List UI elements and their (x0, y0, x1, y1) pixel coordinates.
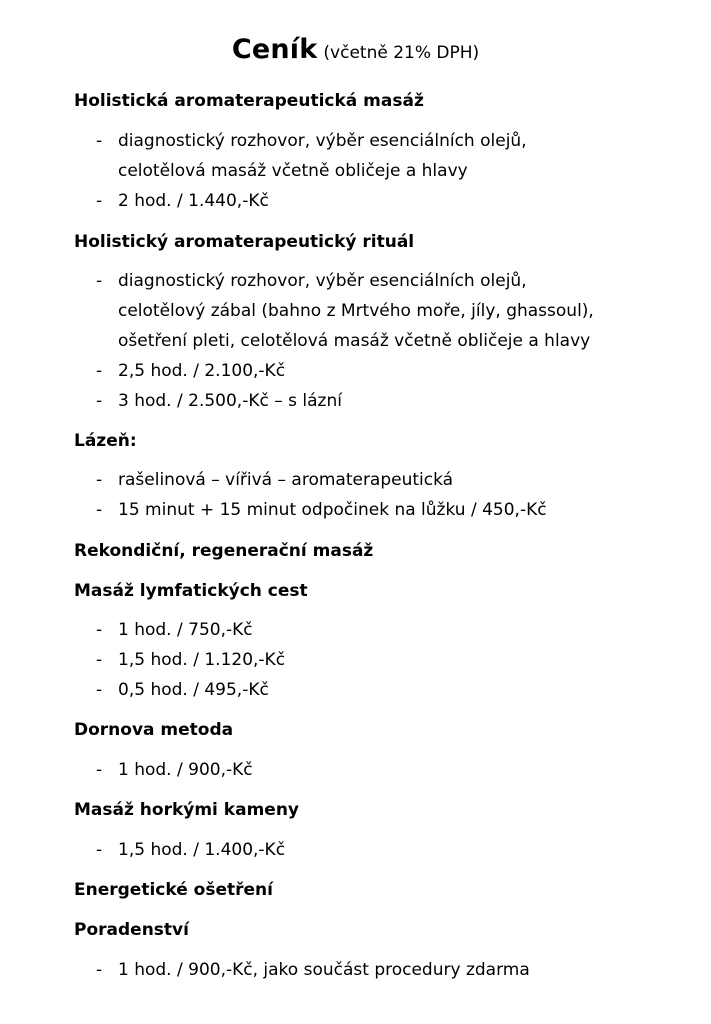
list-item (96, 839, 285, 861)
list-item (96, 469, 453, 491)
list-dash: - (96, 470, 103, 490)
list-dash: - (96, 500, 103, 520)
list-dash: - (96, 391, 103, 411)
list-item-text: 1,5 hod. / 1.120,-Kč (118, 650, 286, 670)
list-item-text: 2,5 hod. / 2.100,-Kč (118, 361, 286, 381)
list-dash: - (96, 620, 103, 640)
list-item (96, 360, 285, 382)
list-item (96, 649, 285, 671)
section-heading: Holistická aromaterapeutická masáž (74, 91, 424, 111)
list-dash: - (96, 960, 103, 980)
list-item (96, 499, 547, 521)
section-heading: Masáž horkými kameny (74, 800, 300, 820)
list-item-continuation: celotělová masáž včetně obličeje a hlavy (118, 161, 468, 181)
page-title (0, 34, 711, 65)
list-dash: - (96, 191, 103, 211)
list-item-text: 0,5 hod. / 495,-Kč (118, 680, 269, 700)
list-item (96, 130, 527, 152)
section-heading: Rekondiční, regenerační masáž (74, 541, 374, 561)
list-dash: - (96, 840, 103, 860)
list-item-text: 1 hod. / 750,-Kč (118, 620, 253, 640)
list-item (96, 679, 269, 701)
list-item-text: 3 hod. / 2.500,-Kč – s lázní (118, 391, 342, 411)
list-dash: - (96, 680, 103, 700)
section-heading: Poradenství (74, 920, 189, 940)
list-item-text: diagnostický rozhovor, výběr esenciálních olejů, (118, 131, 527, 151)
section-heading: Energetické ošetření (74, 880, 273, 900)
list-item (96, 190, 269, 212)
list-item (96, 759, 253, 781)
title-subtitle: (včetně 21% DPH) (323, 43, 480, 63)
list-dash: - (96, 131, 103, 151)
list-dash: - (96, 271, 103, 291)
list-item-text: diagnostický rozhovor, výběr esenciálních olejů, (118, 271, 527, 291)
list-dash: - (96, 361, 103, 381)
list-item-text: 1 hod. / 900,-Kč (118, 760, 253, 780)
list-item-continuation: ošetření pleti, celotělová masáž včetně obličeje a hlavy (118, 331, 591, 351)
list-item-text: rašelinová – vířivá – aromaterapeutická (118, 470, 454, 490)
section-heading: Holistický aromaterapeutický rituál (74, 232, 415, 252)
list-item-text: 1,5 hod. / 1.400,-Kč (118, 840, 286, 860)
list-dash: - (96, 650, 103, 670)
list-item-text: 1 hod. / 900,-Kč, jako součást procedury zdarma (118, 960, 530, 980)
list-item (96, 619, 253, 641)
list-item (96, 270, 527, 292)
section-heading: Lázeň: (74, 431, 137, 451)
section-heading: Dornova metoda (74, 720, 234, 740)
list-item-text: 15 minut + 15 minut odpočinek na lůžku / 450,-Kč (118, 500, 547, 520)
list-item-text: 2 hod. / 1.440,-Kč (118, 191, 269, 211)
list-item (96, 390, 342, 412)
list-dash: - (96, 760, 103, 780)
list-item (96, 959, 530, 981)
list-item-continuation: celotělový zábal (bahno z Mrtvého moře, jíly, ghassoul), (118, 301, 594, 321)
title-main: Ceník (231, 34, 318, 65)
section-heading: Masáž lymfatických cest (74, 581, 308, 601)
